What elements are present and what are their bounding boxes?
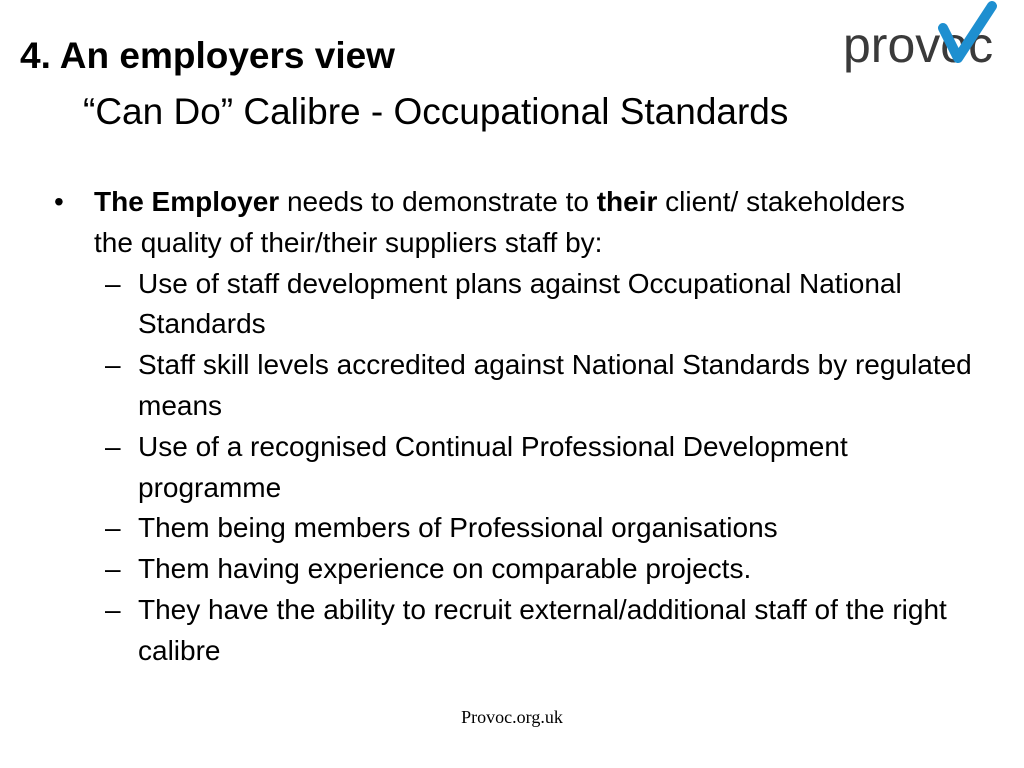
sub-marker: – — [105, 267, 121, 299]
slide-body — [0, 182, 1024, 672]
sub-marker: – — [105, 553, 121, 585]
logo-wordmark: provoc — [843, 17, 994, 73]
sub-item-text: Them having experience on comparable projects. — [138, 553, 752, 585]
sub-item-text: Use of staff development plans against Occupational National Standards — [138, 267, 902, 340]
bullet-text-1: needs to demonstrate to — [279, 186, 597, 217]
sub-item — [0, 549, 978, 590]
sub-item-text: Use of a recognised Continual Professional Development programme — [138, 430, 848, 503]
sub-marker: – — [105, 430, 121, 462]
footer-url: Provoc.org.uk — [461, 707, 563, 727]
sub-item-text: Staff skill levels accredited against National Standards by regulated means — [138, 349, 972, 421]
provoc-logo — [840, 0, 1024, 76]
sub-marker: – — [105, 593, 121, 625]
sub-marker: – — [105, 349, 121, 381]
slide-subtitle: “Can Do” Calibre - Occupational Standards — [83, 91, 789, 132]
bullet-bold-their: their — [596, 186, 658, 217]
main-bullet — [0, 182, 944, 264]
sub-item-text: They have the ability to recruit external/additional staff of the right calibre — [138, 593, 947, 666]
bullet-marker: • — [54, 186, 64, 217]
sub-item — [0, 264, 978, 346]
sub-item-text: Them being members of Professional organisations — [138, 512, 778, 544]
sub-item — [0, 590, 978, 672]
sub-marker: – — [105, 512, 121, 544]
sub-item — [0, 508, 978, 549]
bullet-bold-employer: The Employer — [94, 186, 280, 217]
sub-item — [0, 427, 978, 509]
slide-title: 4. An employers view — [20, 35, 395, 76]
bullet-text-2: client/ stakeholders the quality of their/their suppliers staff by: — [94, 186, 905, 258]
sub-item — [0, 345, 978, 427]
